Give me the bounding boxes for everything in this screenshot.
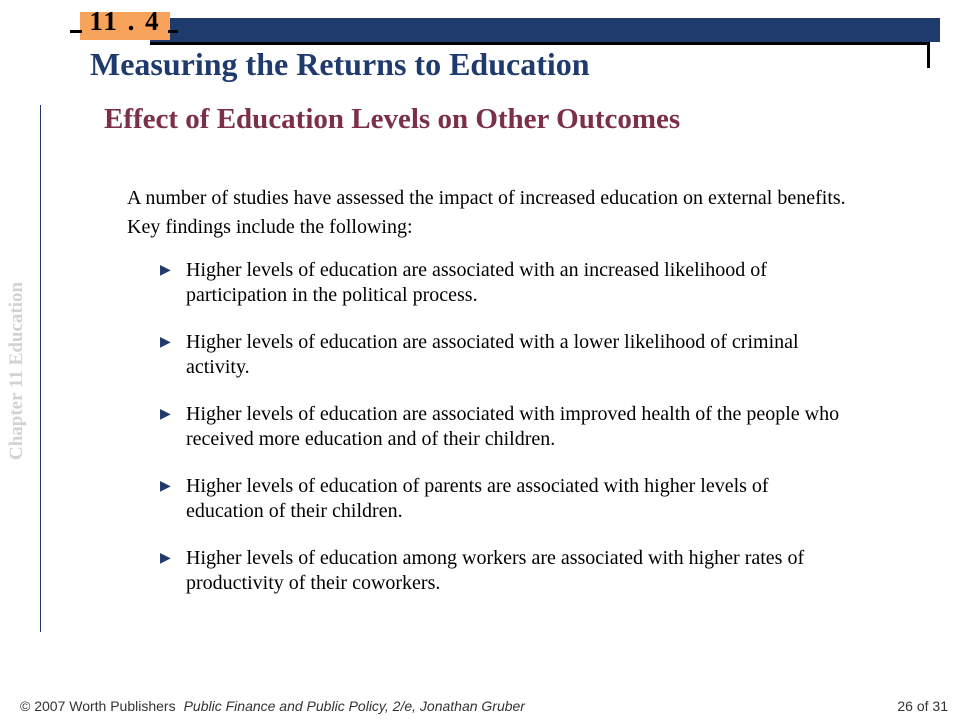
header-bar-shadow [150, 42, 930, 45]
slide-subtitle: Effect of Education Levels on Other Outcomes [104, 103, 681, 135]
header-bar [150, 18, 940, 42]
intro-paragraph: A number of studies have assessed the impact of increased education on external benefits. Key findings include the following: [127, 187, 846, 238]
footer-credits [20, 698, 525, 714]
list-item [160, 546, 850, 596]
list-item [160, 402, 850, 452]
footer-publisher: © 2007 Worth Publishers [20, 698, 176, 714]
side-divider [40, 105, 41, 632]
header-bar-shadow-vertical [927, 42, 930, 68]
list-item-text: Higher levels of education are associated with an increased likelihood of participation in the political process. [186, 259, 767, 306]
page-number: 26 of 31 [897, 698, 948, 714]
list-item-text: Higher levels of education of parents are associated with higher levels of education of their children. [186, 475, 769, 522]
chapter-side-label: Chapter 11 Education [6, 281, 27, 460]
section-number: 11 . 4 [89, 6, 161, 36]
list-item [160, 474, 850, 524]
triangle-right-icon: ▶ [160, 479, 171, 494]
triangle-right-icon: ▶ [160, 407, 171, 422]
list-item-text: Higher levels of education are associated with improved health of the people who received more education and of their children. [186, 403, 840, 450]
list-item-text: Higher levels of education are associated with a lower likelihood of criminal activity. [186, 331, 799, 378]
triangle-right-icon: ▶ [160, 335, 171, 350]
triangle-right-icon: ▶ [160, 551, 171, 566]
findings-list [160, 258, 850, 618]
triangle-right-icon: ▶ [160, 263, 171, 278]
slide-title: Measuring the Returns to Education [90, 46, 590, 82]
list-item-text: Higher levels of education among workers are associated with higher rates of productivity of their coworkers. [186, 547, 805, 594]
list-item [160, 330, 850, 380]
footer-book-title: Public Finance and Public Policy, 2/e, Jonathan Gruber [183, 698, 525, 714]
list-item [160, 258, 850, 308]
